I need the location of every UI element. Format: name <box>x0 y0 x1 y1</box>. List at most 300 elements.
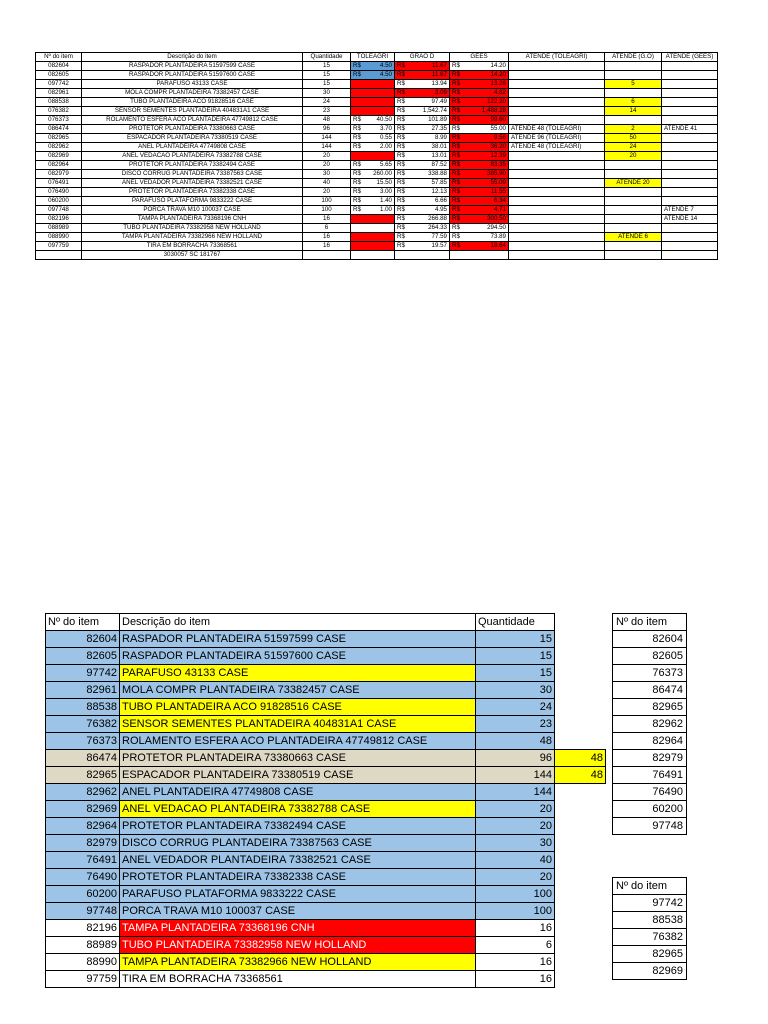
table-row <box>46 699 606 716</box>
item-number: 97748 <box>46 903 120 920</box>
item-description: DISCO CORRUG PLANTADEIRA 73387563 CASE <box>82 170 303 179</box>
currency-symbol: R$ <box>452 62 460 69</box>
gees-price <box>450 107 509 116</box>
item-number: 82605 <box>46 648 120 665</box>
tole-price <box>351 242 395 251</box>
tole-price <box>351 89 395 98</box>
item-number: 82964 <box>613 733 687 750</box>
item-quantity: 144 <box>476 767 555 784</box>
table-row <box>36 170 718 179</box>
price-value: 1.00 <box>379 206 392 213</box>
price-value: 14.20 <box>490 62 506 69</box>
item-quantity: 16 <box>476 971 555 988</box>
item-quantity: 40 <box>476 852 555 869</box>
item-description: TUBO PLANTADEIRA 73382958 NEW HOLLAND <box>82 224 303 233</box>
table-row <box>46 631 606 648</box>
price-value: 6.66 <box>434 197 447 204</box>
empty-cell <box>509 251 605 260</box>
table-row <box>46 852 606 869</box>
atende-gees <box>662 80 718 89</box>
table-row <box>46 818 606 835</box>
empty-cell <box>303 251 351 260</box>
item-description: ESPACADOR PLANTADEIRA 73380519 CASE <box>82 134 303 143</box>
price-value: 13.94 <box>431 80 447 87</box>
item-number: 60200 <box>613 801 687 818</box>
atende-toleagri: ATENDE 96 (TOLEAGRI) <box>509 134 605 143</box>
currency-symbol: R$ <box>397 170 405 177</box>
item-number: 088990 <box>36 233 82 242</box>
table-row <box>613 665 687 682</box>
item-description: ROLAMENTO ESFERA ACO PLANTADEIRA 47749812 CASE <box>82 116 303 125</box>
table-row <box>36 215 718 224</box>
price-value: 55.00 <box>490 125 506 132</box>
item-description: PROTETOR PLANTADEIRA 73382494 CASE <box>120 818 476 835</box>
price-value: 266.88 <box>428 215 447 222</box>
price-value: 6.34 <box>493 197 506 204</box>
currency-symbol: R$ <box>397 116 405 123</box>
currency-symbol: R$ <box>397 80 405 87</box>
table-row <box>36 107 718 116</box>
side-item-list-1 <box>612 613 687 835</box>
atende-go <box>605 188 662 197</box>
currency-symbol: R$ <box>397 197 405 204</box>
tole-price <box>351 161 395 170</box>
attended-quantity: 48 <box>555 767 606 784</box>
gees-price <box>450 98 509 107</box>
currency-symbol: R$ <box>353 188 361 195</box>
item-description: PARAFUSO 43133 CASE <box>82 80 303 89</box>
attended-quantity <box>555 801 606 818</box>
price-value: 13.01 <box>431 152 447 159</box>
item-number: 82964 <box>46 818 120 835</box>
currency-symbol: R$ <box>397 152 405 159</box>
attended-quantity <box>555 818 606 835</box>
price-value: 3.00 <box>379 188 392 195</box>
atende-gees <box>662 188 718 197</box>
currency-symbol: R$ <box>452 143 460 150</box>
table-row <box>46 716 606 733</box>
table-row <box>46 750 606 767</box>
item-description: PORCA TRAVA M10 100037 CASE <box>82 206 303 215</box>
gees-price <box>450 152 509 161</box>
column-header: ATENDE (GEES) <box>662 53 718 62</box>
item-description: PARAFUSO PLATAFORMA 9833222 CASE <box>82 197 303 206</box>
tole-price <box>351 107 395 116</box>
price-value: 13.26 <box>490 80 506 87</box>
atende-toleagri: ATENDE 48 (TOLEAGRI) <box>509 143 605 152</box>
currency-symbol: R$ <box>353 125 361 132</box>
item-quantity: 15 <box>476 631 555 648</box>
currency-symbol: R$ <box>452 242 460 249</box>
price-value: 27.35 <box>431 125 447 132</box>
currency-symbol: R$ <box>353 197 361 204</box>
table-row <box>46 937 606 954</box>
atende-gees <box>662 98 718 107</box>
currency-symbol: R$ <box>397 62 405 69</box>
tole-price <box>351 206 395 215</box>
price-value: 11.67 <box>431 62 447 69</box>
table-row <box>36 188 718 197</box>
table-row <box>613 895 687 912</box>
item-quantity: 30 <box>476 835 555 852</box>
item-quantity: 100 <box>303 206 351 215</box>
table-row <box>613 699 687 716</box>
atende-gees <box>662 62 718 71</box>
table-row <box>46 767 606 784</box>
table-row <box>613 963 687 980</box>
item-quantity: 30 <box>476 682 555 699</box>
item-number: 82196 <box>46 920 120 937</box>
price-value: 83.35 <box>490 161 506 168</box>
currency-symbol: R$ <box>452 98 460 105</box>
currency-symbol: R$ <box>397 71 405 78</box>
price-value: 15.50 <box>376 179 392 186</box>
grao-price <box>395 161 450 170</box>
price-value: 8.99 <box>434 134 447 141</box>
gees-price <box>450 224 509 233</box>
atende-go: 20 <box>605 152 662 161</box>
attended-quantity <box>555 852 606 869</box>
atende-go <box>605 224 662 233</box>
price-value: 2.00 <box>379 143 392 150</box>
item-number: 97748 <box>613 818 687 835</box>
currency-symbol: R$ <box>397 179 405 186</box>
item-quantity: 30 <box>303 170 351 179</box>
item-quantity: 16 <box>303 215 351 224</box>
gees-price <box>450 71 509 80</box>
price-value: 38.01 <box>431 143 447 150</box>
grao-price <box>395 179 450 188</box>
gees-price <box>450 188 509 197</box>
price-value: 1,542.74 <box>422 107 447 114</box>
item-quantity: 30 <box>303 89 351 98</box>
empty-cell <box>36 251 82 260</box>
column-header: ATENDE (TOLEAGRI) <box>509 53 605 62</box>
item-quantity: 6 <box>303 224 351 233</box>
item-description: PROTETOR PLANTADEIRA 73382338 CASE <box>120 869 476 886</box>
column-header: Nº do item <box>613 614 687 631</box>
item-quantity: 16 <box>303 233 351 242</box>
item-quantity: 40 <box>303 179 351 188</box>
item-description: RASPADOR PLANTADEIRA 51597600 CASE <box>120 648 476 665</box>
item-number: 97742 <box>613 895 687 912</box>
item-quantity: 20 <box>476 869 555 886</box>
item-number: 076382 <box>36 107 82 116</box>
tole-price <box>351 224 395 233</box>
table-row <box>36 125 718 134</box>
atende-go <box>605 170 662 179</box>
table-row <box>613 946 687 963</box>
atende-gees <box>662 197 718 206</box>
table-header-row <box>36 53 718 62</box>
price-value: 36.20 <box>490 143 506 150</box>
atende-gees <box>662 242 718 251</box>
grao-price <box>395 107 450 116</box>
table-row <box>36 161 718 170</box>
currency-symbol: R$ <box>397 215 405 222</box>
item-quantity: 23 <box>476 716 555 733</box>
attended-quantity <box>555 699 606 716</box>
item-description: PARAFUSO PLATAFORMA 9833222 CASE <box>120 886 476 903</box>
item-number: 76491 <box>613 767 687 784</box>
item-description: ROLAMENTO ESFERA ACO PLANTADEIRA 47749812 CASE <box>120 733 476 750</box>
item-number: 082979 <box>36 170 82 179</box>
item-description: PROTETOR PLANTADEIRA 73382338 CASE <box>82 188 303 197</box>
currency-symbol: R$ <box>452 71 460 78</box>
tole-price <box>351 125 395 134</box>
tole-price <box>351 134 395 143</box>
item-description: TAMPA PLANTADEIRA 73368196 CNH <box>120 920 476 937</box>
item-description: ESPACADOR PLANTADEIRA 73380519 CASE <box>120 767 476 784</box>
item-number: 076490 <box>36 188 82 197</box>
atende-gees <box>662 161 718 170</box>
grao-price <box>395 80 450 89</box>
table-row <box>36 152 718 161</box>
gees-price <box>450 233 509 242</box>
currency-symbol: R$ <box>452 116 460 123</box>
currency-symbol: R$ <box>397 242 405 249</box>
price-value: 55.09 <box>490 179 506 186</box>
item-number: 82979 <box>613 750 687 767</box>
attended-quantity <box>555 835 606 852</box>
gees-price <box>450 143 509 152</box>
atende-go <box>605 242 662 251</box>
price-value: 18.64 <box>490 242 506 249</box>
atende-toleagri <box>509 71 605 80</box>
item-number: 76490 <box>613 784 687 801</box>
currency-symbol: R$ <box>353 134 361 141</box>
column-header: Nº do item <box>36 53 82 62</box>
table-row <box>613 648 687 665</box>
tole-price <box>351 188 395 197</box>
item-quantity: 6 <box>476 937 555 954</box>
gees-price <box>450 161 509 170</box>
item-number: 97759 <box>46 971 120 988</box>
table-row <box>36 80 718 89</box>
item-quantity: 96 <box>476 750 555 767</box>
item-number: 060200 <box>36 197 82 206</box>
item-description: PROTETOR PLANTADEIRA 73382494 CASE <box>82 161 303 170</box>
atende-gees <box>662 170 718 179</box>
atende-gees: ATENDE 41 <box>662 125 718 134</box>
price-value: 12.39 <box>490 152 506 159</box>
atende-toleagri <box>509 98 605 107</box>
price-value: 77.59 <box>431 233 447 240</box>
footer-note: 3030057 SC 181767 <box>82 251 303 260</box>
grao-price <box>395 242 450 251</box>
atende-go <box>605 161 662 170</box>
table-footer-row <box>36 251 718 260</box>
gees-price <box>450 62 509 71</box>
item-quantity: 24 <box>476 699 555 716</box>
table-row <box>46 954 606 971</box>
item-number: 082965 <box>36 134 82 143</box>
price-value: 87.52 <box>431 161 447 168</box>
atende-gees <box>662 152 718 161</box>
item-quantity: 20 <box>476 818 555 835</box>
price-value: 40.50 <box>376 116 392 123</box>
tole-price <box>351 143 395 152</box>
tole-price <box>351 179 395 188</box>
currency-symbol: R$ <box>452 224 460 231</box>
currency-symbol: R$ <box>353 170 361 177</box>
table-row <box>36 143 718 152</box>
table-row <box>46 784 606 801</box>
item-description: DISCO CORRUG PLANTADEIRA 73387563 CASE <box>120 835 476 852</box>
item-description: TAMPA PLANTADEIRA 73368196 CNH <box>82 215 303 224</box>
item-quantity: 15 <box>303 62 351 71</box>
item-description: ANEL PLANTADEIRA 47749808 CASE <box>120 784 476 801</box>
gees-price <box>450 242 509 251</box>
item-quantity: 15 <box>476 648 555 665</box>
tole-price <box>351 62 395 71</box>
item-number: 97742 <box>46 665 120 682</box>
item-number: 082964 <box>36 161 82 170</box>
attended-quantity <box>555 665 606 682</box>
atende-toleagri <box>509 161 605 170</box>
side-item-list-2 <box>612 877 687 980</box>
atende-go: ATENDE 20 <box>605 179 662 188</box>
atende-go: 24 <box>605 143 662 152</box>
table-row <box>46 665 606 682</box>
currency-symbol: R$ <box>452 134 460 141</box>
price-value: 3.70 <box>379 125 392 132</box>
item-description: ANEL PLANTADEIRA 47749808 CASE <box>82 143 303 152</box>
item-quantity: 96 <box>303 125 351 134</box>
grao-price <box>395 233 450 242</box>
atende-toleagri <box>509 152 605 161</box>
table-row <box>36 242 718 251</box>
atende-gees: ATENDE 14 <box>662 215 718 224</box>
gees-price <box>450 215 509 224</box>
currency-symbol: R$ <box>397 89 405 96</box>
table-header-row <box>613 878 687 895</box>
item-number: 82969 <box>613 963 687 980</box>
item-description: RASPADOR PLANTADEIRA 51597600 CASE <box>82 71 303 80</box>
attended-quantity <box>555 886 606 903</box>
table-header-row <box>46 614 606 631</box>
currency-symbol: R$ <box>353 179 361 186</box>
table-row <box>36 71 718 80</box>
column-header: Nº do item <box>46 614 120 631</box>
item-quantity: 16 <box>476 954 555 971</box>
gees-price <box>450 116 509 125</box>
item-description: ANEL VEDADOR PLANTADEIRA 73382521 CASE <box>120 852 476 869</box>
table-row <box>613 631 687 648</box>
item-number: 88538 <box>613 912 687 929</box>
table-row <box>613 767 687 784</box>
tole-price <box>351 170 395 179</box>
atende-go <box>605 89 662 98</box>
empty-cell <box>605 251 662 260</box>
item-quantity: 144 <box>303 134 351 143</box>
price-value: 4.95 <box>434 206 447 213</box>
item-quantity: 20 <box>303 152 351 161</box>
atende-gees <box>662 107 718 116</box>
price-value: 122.20 <box>487 98 506 105</box>
currency-symbol: R$ <box>397 224 405 231</box>
item-number: 88990 <box>46 954 120 971</box>
grao-price <box>395 98 450 107</box>
item-quantity: 100 <box>476 903 555 920</box>
tole-price <box>351 71 395 80</box>
atende-toleagri <box>509 188 605 197</box>
atende-go <box>605 62 662 71</box>
atende-toleagri <box>509 89 605 98</box>
item-quantity: 144 <box>303 143 351 152</box>
item-number: 82604 <box>46 631 120 648</box>
item-description: SENSOR SEMENTES PLANTADEIRA 404831A1 CASE <box>82 107 303 116</box>
atende-gees <box>662 134 718 143</box>
price-value: 260.00 <box>373 170 392 177</box>
item-number: 097742 <box>36 80 82 89</box>
atende-go: 6 <box>605 98 662 107</box>
table-row <box>613 784 687 801</box>
currency-symbol: R$ <box>452 125 460 132</box>
tole-price <box>351 80 395 89</box>
tole-price <box>351 215 395 224</box>
grao-price <box>395 116 450 125</box>
price-value: 338.88 <box>428 170 447 177</box>
attended-quantity <box>555 648 606 665</box>
item-quantity: 100 <box>303 197 351 206</box>
currency-symbol: R$ <box>452 215 460 222</box>
currency-symbol: R$ <box>397 143 405 150</box>
price-value: 19.57 <box>431 242 447 249</box>
grao-price <box>395 170 450 179</box>
item-description: PROTETOR PLANTADEIRA 73380663 CASE <box>82 125 303 134</box>
item-number: 60200 <box>46 886 120 903</box>
grao-price <box>395 206 450 215</box>
currency-symbol: R$ <box>452 206 460 213</box>
atende-go: ATENDE 6 <box>605 233 662 242</box>
item-number: 082961 <box>36 89 82 98</box>
item-quantity: 15 <box>303 71 351 80</box>
table-row <box>36 179 718 188</box>
table-row <box>36 89 718 98</box>
item-description: MOLA COMPR PLANTADEIRA 73382457 CASE <box>120 682 476 699</box>
table-row <box>613 912 687 929</box>
atende-gees <box>662 71 718 80</box>
atende-toleagri <box>509 80 605 89</box>
atende-go: 2 <box>605 125 662 134</box>
table-row <box>46 903 606 920</box>
atende-gees <box>662 233 718 242</box>
item-number: 82962 <box>613 716 687 733</box>
item-description: TIRA EM BORRACHA 73368561 <box>120 971 476 988</box>
currency-symbol: R$ <box>353 206 361 213</box>
price-value: 57.85 <box>431 179 447 186</box>
atende-toleagri <box>509 215 605 224</box>
gees-price <box>450 134 509 143</box>
tole-price <box>351 197 395 206</box>
item-quantity: 16 <box>476 920 555 937</box>
item-description: RASPADOR PLANTADEIRA 51597599 CASE <box>82 62 303 71</box>
price-value: 9.56 <box>493 134 506 141</box>
currency-symbol: R$ <box>452 152 460 159</box>
item-description: PROTETOR PLANTADEIRA 73380663 CASE <box>120 750 476 767</box>
item-number: 088538 <box>36 98 82 107</box>
tole-price <box>351 233 395 242</box>
atende-go <box>605 116 662 125</box>
price-value: 4.82 <box>493 89 506 96</box>
price-value: 5.65 <box>379 161 392 168</box>
column-header: TOLEAGRI <box>351 53 395 62</box>
item-description: TIRA EM BORRACHA 73368561 <box>82 242 303 251</box>
item-number: 82962 <box>46 784 120 801</box>
currency-symbol: R$ <box>353 143 361 150</box>
item-number: 82604 <box>613 631 687 648</box>
